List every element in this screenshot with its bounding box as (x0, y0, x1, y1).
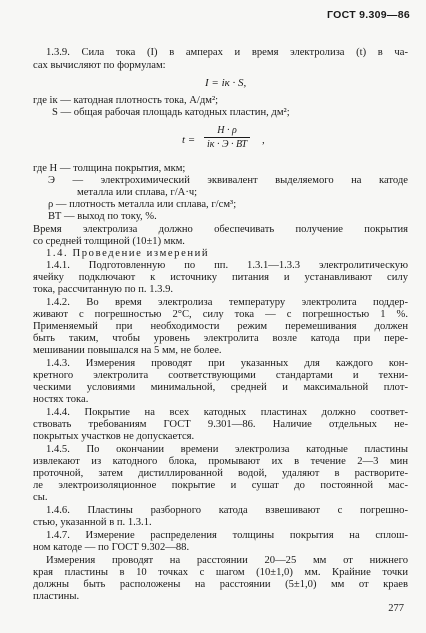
text-line: со средней толщиной (10±1) мкм. (33, 236, 185, 247)
page-header: ГОСТ 9.309—86 (327, 9, 410, 21)
text-line: кретного электролита соответствующими стандартами и техни- (33, 370, 408, 381)
fraction-bar (204, 137, 250, 138)
text-line: покрытых участков не допускается. (33, 431, 195, 442)
text-line: ствовать требованиям ГОСТ 9.301—86. Наличие отдельных не- (33, 419, 408, 430)
text-line: 1.4.7. Измерение распределения толщины покрытия на сплош- (46, 530, 408, 541)
text-line: 1.4.5. По окончании времени электролиза катодные пластины (46, 444, 408, 455)
text-line: ном катоде — по ГОСТ 9.302—88. (33, 542, 190, 553)
text-line: 1.4.6. Пластины разборного катода взвешивают с погрешно- (46, 505, 408, 516)
formula-current: I = iк · S, (205, 77, 247, 89)
text-line: ческими условиями минимальной, средней и максимальной плот- (33, 382, 408, 393)
text-line: Время электролиза должно обеспечивать получение покрытия (33, 224, 408, 235)
text-line: ячейку подключают к источнику питания и устанавливают силу (33, 272, 408, 283)
text-line: пластины. (33, 591, 80, 602)
text-line: 1.3.9. Сила тока (I) в амперах и время электролиза (t) в ча- (46, 47, 408, 58)
text-line: проточной, затем дистиллированной водой, удаляют в растворите- (33, 468, 408, 479)
text-line: металла или сплава, г/А·ч; (77, 187, 198, 198)
text-line: мешивании повышался на 5 мм, не более. (33, 345, 222, 356)
page-number: 277 (388, 603, 404, 614)
text-line: S — общая рабочая площадь катодных пластин, дм²; (52, 107, 290, 118)
text-line: сы. (33, 492, 48, 503)
text-line: сах вычисляют по формулам: (33, 60, 166, 71)
fraction-numerator: H · ρ (217, 125, 237, 136)
text-line: Применяемый при необходимости режим перемешивания должен (33, 321, 408, 332)
text-line: 1.4.3. Измерения проводят при указанных для каждого кон- (46, 358, 408, 369)
text-line: Измерения проводят на расстоянии 20—25 мм от нижнего (46, 555, 408, 566)
text-line: Э — электрохимический эквивалент выделяемого на катоде (48, 175, 408, 186)
text-line: быть таким, чтобы уровень электролита возле катода при пере- (33, 333, 408, 344)
text-line: должны быть расположены на расстоянии (5±1,0) мм от краев (33, 579, 408, 590)
text-line: края пластины в 10 точках с шагом (10±1,0) мм. Крайние точки (33, 567, 408, 578)
section-heading: 1.4. Проведение измерений (46, 248, 210, 259)
formula-time-fraction (204, 125, 250, 150)
text-line: 1.4.1. Подготовленную по пп. 1.3.1—1.3.3 электролитическую (46, 260, 408, 271)
formula-time-tail: , (262, 134, 265, 146)
text-line: тока, рассчитанную по п. 1.3.9. (33, 284, 174, 295)
text-line: живают с погрешностью 2°С, силу тока — с погрешностью 1 %. (33, 309, 408, 320)
text-line: 1.4.4. Покрытие на всех катодных пластинах должно соответ- (46, 407, 408, 418)
formula-time-lhs: t = (182, 134, 196, 146)
text-line: ρ — плотность металла или сплава, г/см³; (48, 199, 237, 210)
text-line: ностях тока. (33, 394, 89, 405)
text-line: ле электроизоляционное покрытие и сушат до постоянной мас- (33, 480, 408, 491)
text-line: где H — толщина покрытия, мкм; (33, 163, 186, 174)
text-line: извлекают из катодного блока, промывают их в течение 2—3 мин (33, 456, 408, 467)
text-line: где iк — катодная плотность тока, А/дм²; (33, 95, 219, 106)
fraction-denominator: iк · Э · ВТ (207, 139, 248, 150)
text-line: стью, указанной в п. 1.3.1. (33, 517, 152, 528)
text-line: ВТ — выход по току, %. (48, 211, 157, 222)
text-line: 1.4.2. Во время электролиза температуру электролита поддер- (46, 297, 408, 308)
